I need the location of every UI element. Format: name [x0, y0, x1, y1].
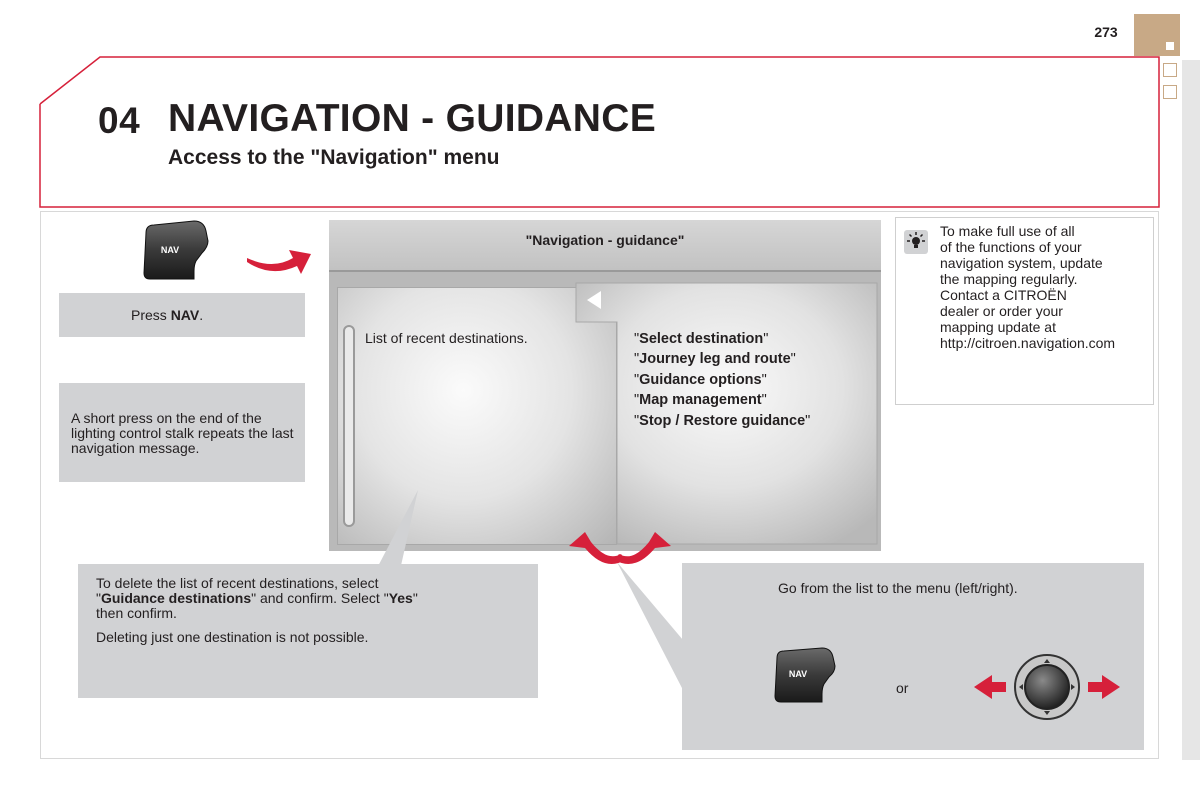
press-nav-prefix: Press	[131, 307, 171, 323]
navigation-note-text: Go from the list to the menu (left/right).	[778, 580, 1018, 596]
delete-note-warning: Deleting just one destination is not possible.	[96, 629, 369, 645]
nav-button-label: NAV	[160, 245, 180, 255]
menu-item-guidance-options[interactable]: "Guidance options"	[634, 372, 767, 388]
recent-destinations-label: List of recent destinations.	[365, 330, 528, 346]
page-subtitle: Access to the "Navigation" menu	[168, 146, 500, 169]
menu-item-stop-restore[interactable]: "Stop / Restore guidance"	[634, 413, 811, 429]
page-number: 273	[1094, 24, 1118, 40]
menu-item-map-management[interactable]: "Map management"	[634, 392, 767, 408]
navigation-note-box	[682, 563, 1144, 750]
menu-item-select-destination[interactable]: "Select destination"	[634, 331, 769, 347]
svg-text:NAV: NAV	[788, 669, 808, 679]
rotary-controller-icon[interactable]	[972, 651, 1122, 723]
press-nav-suffix: .	[199, 307, 204, 323]
delete-note-box	[78, 564, 538, 698]
stalk-note-text: A short press on the end of the lighting control stalk repeats the last navigation message.	[71, 410, 294, 456]
left-right-arrows-icon	[565, 520, 675, 570]
delete-note-text: To delete the list of recent destinations, select "Guidance destinations" and confirm. Select "Yes" then confirm.	[96, 575, 418, 621]
chapter-number: 04	[98, 100, 141, 141]
or-label: or	[896, 680, 909, 696]
press-nav-key: NAV	[170, 307, 200, 323]
nav-button-icon[interactable]	[772, 646, 838, 706]
menu-item-journey-leg[interactable]: "Journey leg and route"	[634, 351, 796, 367]
screen-title: "Navigation - guidance"	[525, 232, 685, 248]
tip-text: To make full use of all of the functions of your navigation system, update the mapping regularly. Contact a CITROËN dealer or order your mapping update at http://citroen.navigation.com	[940, 223, 1116, 351]
page-title: NAVIGATION - GUIDANCE	[168, 97, 657, 140]
